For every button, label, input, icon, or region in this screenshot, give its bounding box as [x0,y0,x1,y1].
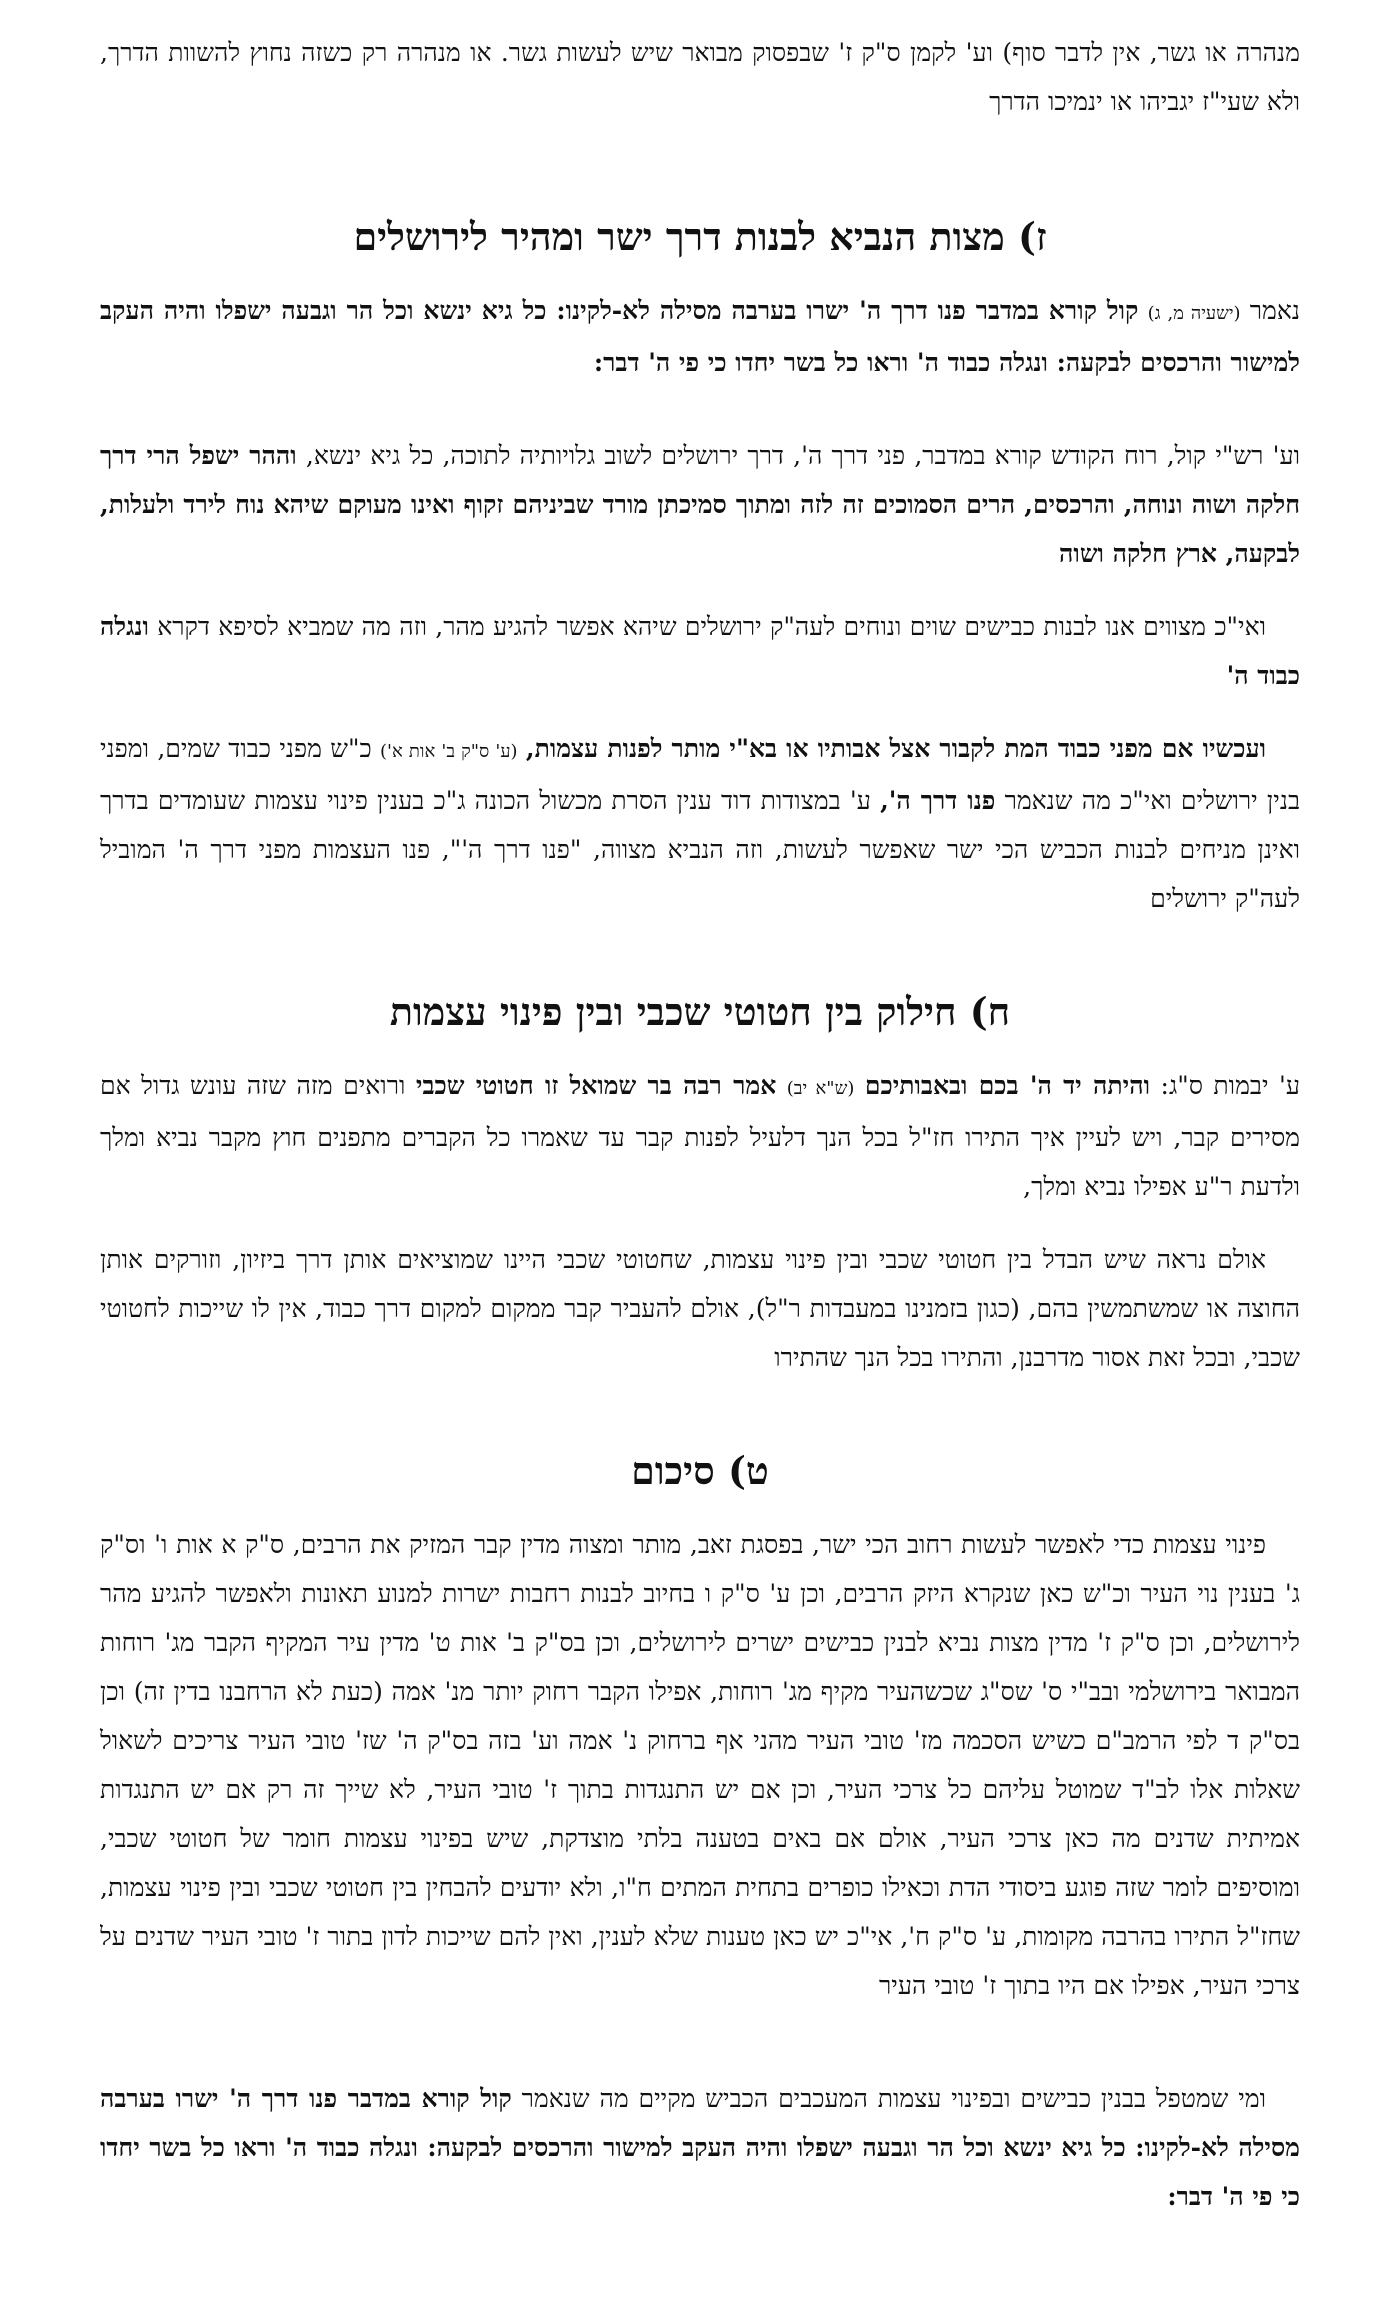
verse-quote: קול קורא במדבר פנו דרך ה' ישרו בערבה מסילה לא-לקינו: כל גיא ינשא וכל הר וגבעה ישפלו והיה העקב למישור והרכסים לבקעה: ונגלה כבוד ה' וראו כל בשר יחדו כי פי ה' דבר: [100,296,1300,377]
section-z-obligation-paragraph [100,602,1300,700]
section-t-closing-paragraph [100,2074,1300,2221]
section-z-heading: ז) מצות הנביא לבנות דרך ישר ומהיר לירושלים [353,214,1047,259]
section-h-heading: ח) חילוק בין חטוטי שכבי ובין פינוי עצמות [389,989,1011,1034]
section-z-rashi-paragraph [100,431,1300,578]
rashi-text-2: וההר ישפל הרי דרך חלקה ושוה ונוחה, והרכסים, הרים הסמוכים זה לזה ומתוך סמיכתן מורד שביניהם זקוף ואינו מעוקם שיהא נוח לירד ולעלות, לבקעה, ארץ חלקה ושוה [100,441,1300,568]
source-reference: (ישעיה מ, ג) [1147,303,1241,324]
now-text-2: כ"ש מפני כבוד שמים, ומפני בנין ירושלים ואי"כ מה שנאמר [100,734,1300,815]
yevamot-verse: והיתה יד ה' בכם ובאבותיכם [864,1071,1150,1100]
section-t-heading: ט) סיכום [631,1448,769,1493]
yevamot-text: ורואים מזה שזה עונש גדול אם מסירים קבר, ויש לעיין איך התירו חז"ל בכל הנך דלעיל לפנות קבר עד שאמרו כל הקברים מתפנים חוץ מקבר נביא ומלך ולדעת ר"ע אפילו נביא ומלך, [100,1071,1300,1201]
section-t-summary-paragraph: פינוי עצמות כדי לאפשר לעשות רחוב הכי ישר, בפסגת זאב, מותר ומצוה מדין קבר המזיק את הרבים, ס"ק א אות ו' וס"ק ג' בענין נוי העיר וכ"ש כאן שנקרא היזק הרבים, וכן ע' ס"ק ו בחיוב לבנות רחבות ישרות למנוע תאונות ולאפשר להגיע מהר לירושלים, וכן ס"ק ז' מדין מצות נביא לבנין כבישים ישרים לירושלים, וכן בס"ק ב' אות ט' מדין עיר המקיף הקבר מג' רוחות המבואר בירושלמי ובב"י ס' שס"ג שכשהעיר מקיף מג' רוחות, אפילו הקבר רחוק יותר מנ' אמה (כעת לא הרחבנו בדין זה) וכן בס"ק ד לפי הרמב"ם כשיש הסכמה מז' טובי העיר מהני אף ברחוק נ' אמה וע' בזה בס"ק ה' שז' טובי העיר צריכים לשאול שאלות אלו לב"ד שמוטל עליהם כל צרכי העיר, וכן אם יש התנגדות בתוך ז' טובי העיר, לא שייך זה רק אם יש התנגדות אמיתית שדנים מה כאן צרכי העיר, אולם אם באים בטענה בלתי מוצדקת, שיש בפינוי עצמות חומר של חטוטי שכבי, ומוסיפים לומר שזה פוגע ביסודי הדת וכאילו כופרים בתחית המתים ח"ו, ולא יודעים להבחין בין חטוטי שכבי ובין פינוי עצמות, שחז"ל התירו בהרבה מקומות, ע' ס"ק ח', אי"כ יש כאן טענות שלא לענין, ואין להם שייכות לדון בתור ז' טובי העיר שדנים על צרכי העיר, אפילו אם היו בתוך ז' טובי העיר [100,1530,1300,2000]
obligation-quote: ונגלה כבוד ה' [100,612,1300,690]
section-z-now-paragraph [100,724,1300,923]
continuation-paragraph: מנהרה או גשר, אין לדבר סוף) וע' לקמן ס"ק ז' שבפסוק מבואר שיש לעשות גשר. או מנהרה רק כשזה נחוץ להשוות הדרך, ולא שעי"ז יגביהו או ינמיכו הדרך [100,38,1300,116]
section-h-yevamot-paragraph [100,1061,1300,1211]
now-text-1: ועכשיו אם מפני כבוד המת לקבור אצל אבותיו או בא"י מותר לפנות עצמות, [525,734,1266,763]
yevamot-ref: ע' יבמות ס"ג: [1160,1071,1301,1100]
verse-intro: נאמר [1249,296,1301,325]
yevamot-quote: אמר רבה בר שמואל זו חטוטי שכבי [415,1071,777,1100]
section-z-verse-paragraph [100,286,1300,387]
source-reference: (ע' ס"ק ב' אות א') [380,741,518,762]
closing-text: ומי שמטפל בבנין כבישים ובפינוי עצמות המעכבים הכביש מקיים מה שנאמר [521,2084,1266,2113]
source-reference: (ש"א יב) [786,1078,855,1099]
rashi-text-1: וע' רש"י קול, רוח הקודש קורא במדבר, פני דרך ה', דרך ירושלים לשוב גלויותיה לתוכה, כל גיא ינשא, [305,441,1300,470]
section-h-distinction-paragraph: אולם נראה שיש הבדל בין חטוטי שכבי ובין פינוי עצמות, שחטוטי שכבי היינו שמוציאים אותן דרך ביזיון, וזורקים אותן החוצה או שמשתמשין בהם, (כגון בזמנינו במעבדות ר"ל), אולם להעביר קבר ממקום למקום דרך כבוד, אין לו שייכות לחטוטי שכבי, ובכל זאת אסור מדרבנן, והתירו בכל הנך שהתירו [100,1245,1300,1372]
closing-verse: קול קורא במדבר פנו דרך ה' ישרו בערבה מסילה לא-לקינו: כל גיא ינשא וכל הר וגבעה ישפלו והיה העקב למישור והרכסים לבקעה: ונגלה כבוד ה' וראו כל בשר יחדו כי פי ה' דבר: [100,2084,1300,2211]
now-text-3: ע' במצודות דוד ענין הסרת מכשול הכונה ג"כ בענין פינוי עצמות שעומדים בדרך ואינן מניחים לבנות הכביש הכי ישר שאפשר לעשות, וזה הנביא מצווה, "פנו דרך ה'", פנו העצמות מפני דרך ה' המוביל לעה"ק ירושלים [100,786,1300,913]
obligation-text: ואי"כ מצווים אנו לבנות כבישים שוים ונוחים לעה"ק ירושלים שיהא אפשר להגיע מהר, וזה מה שמביא לסיפא דקרא [157,612,1266,641]
now-quote: פנו דרך ה', [880,786,996,815]
